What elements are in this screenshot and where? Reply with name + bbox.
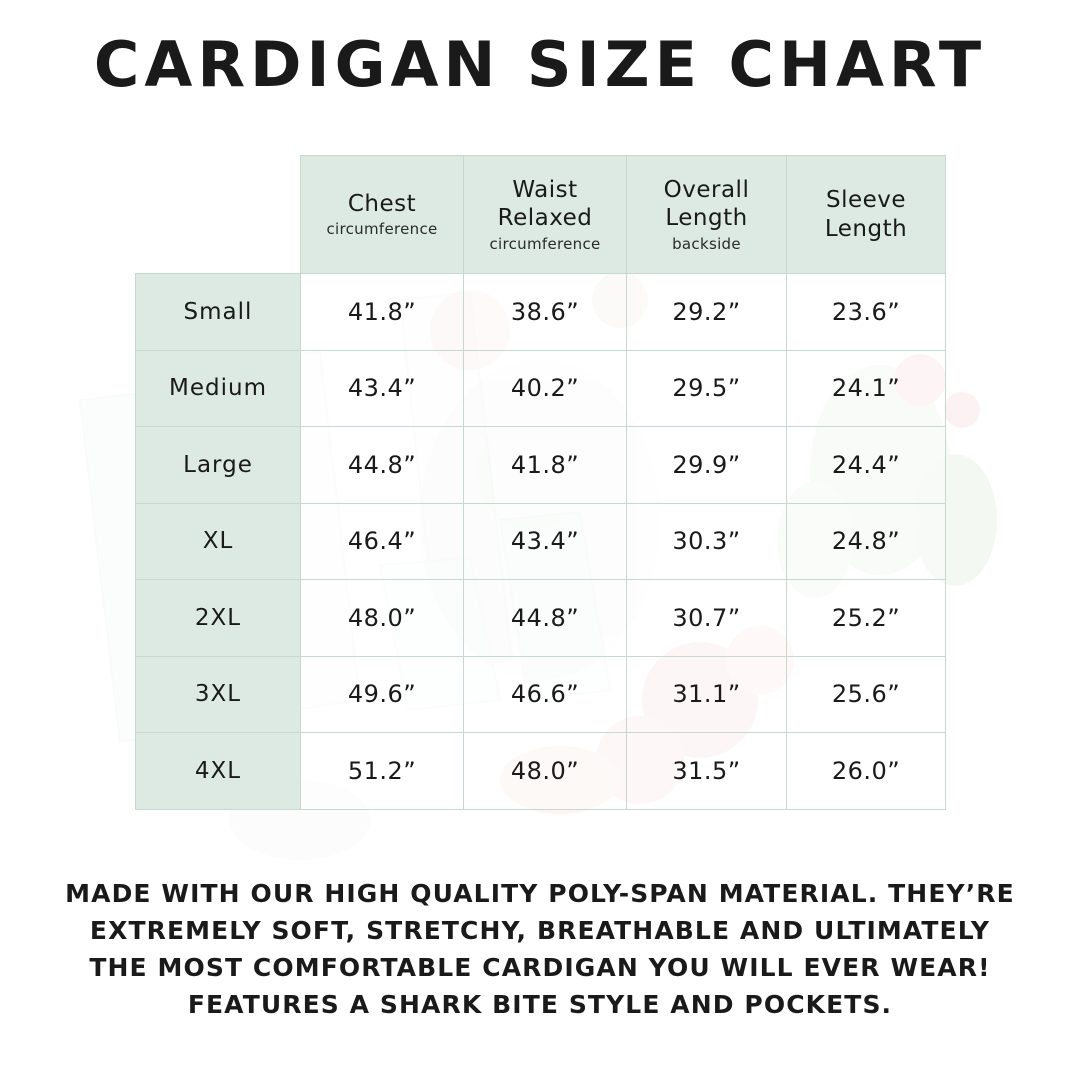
table-row <box>136 733 946 810</box>
material-note <box>0 875 1080 1023</box>
table-body <box>136 274 946 810</box>
cell-chest: 51.2” <box>301 733 464 810</box>
row-size-label: 4XL <box>136 733 301 810</box>
cell-chest: 41.8” <box>301 274 464 351</box>
header-waist-relaxed <box>464 156 627 274</box>
header-sleeve-length <box>787 156 946 274</box>
cell-length: 29.5” <box>627 350 787 427</box>
header-waist-sub: circumference <box>489 234 601 253</box>
header-sleeve-main: Sleeve Length <box>824 186 908 242</box>
header-chest <box>301 156 464 274</box>
header-overall-length <box>627 156 787 274</box>
row-size-label: 2XL <box>136 580 301 657</box>
cell-sleeve: 24.4” <box>787 427 946 504</box>
cell-length: 29.2” <box>627 274 787 351</box>
cell-sleeve: 24.8” <box>787 503 946 580</box>
table-row <box>136 350 946 427</box>
cell-waist: 40.2” <box>464 350 627 427</box>
cell-sleeve: 26.0” <box>787 733 946 810</box>
cell-chest: 46.4” <box>301 503 464 580</box>
cell-waist: 38.6” <box>464 274 627 351</box>
table-row <box>136 580 946 657</box>
table-row <box>136 427 946 504</box>
row-size-label: Small <box>136 274 301 351</box>
cell-length: 31.1” <box>627 656 787 733</box>
row-size-label: 3XL <box>136 656 301 733</box>
header-chest-sub: circumference <box>326 220 438 239</box>
cell-length: 31.5” <box>627 733 787 810</box>
material-note-line-1: MADE WITH OUR HIGH QUALITY POLY-SPAN MATERIAL. THEY’RE <box>65 879 1015 908</box>
size-chart-table <box>135 155 946 810</box>
row-size-label: Large <box>136 427 301 504</box>
cell-waist: 48.0” <box>464 733 627 810</box>
row-size-label: Medium <box>136 350 301 427</box>
header-corner-cell <box>136 156 301 274</box>
material-note-line-2: EXTREMELY SOFT, STRETCHY, BREATHABLE AND ULTIMATELY <box>89 916 991 945</box>
header-chest-main: Chest <box>347 190 417 217</box>
table-row <box>136 503 946 580</box>
cell-chest: 43.4” <box>301 350 464 427</box>
cell-waist: 41.8” <box>464 427 627 504</box>
cell-waist: 43.4” <box>464 503 627 580</box>
cell-waist: 44.8” <box>464 580 627 657</box>
cell-chest: 48.0” <box>301 580 464 657</box>
table-header <box>136 156 946 274</box>
cell-chest: 49.6” <box>301 656 464 733</box>
page-title: CARDIGAN SIZE CHART <box>93 28 987 101</box>
header-length-sub: backside <box>672 234 741 253</box>
cell-waist: 46.6” <box>464 656 627 733</box>
cell-length: 30.7” <box>627 580 787 657</box>
cell-length: 29.9” <box>627 427 787 504</box>
table-row <box>136 274 946 351</box>
material-note-line-4: FEATURES A SHARK BITE STYLE AND POCKETS. <box>187 990 893 1019</box>
cell-sleeve: 24.1” <box>787 350 946 427</box>
cell-sleeve: 23.6” <box>787 274 946 351</box>
material-note-line-3: THE MOST COMFORTABLE CARDIGAN YOU WILL EVER WEAR! <box>89 953 991 982</box>
row-size-label: XL <box>136 503 301 580</box>
cell-sleeve: 25.6” <box>787 656 946 733</box>
header-waist-main: Waist Relaxed <box>497 176 593 232</box>
header-row <box>136 156 946 274</box>
table-row <box>136 656 946 733</box>
cell-sleeve: 25.2” <box>787 580 946 657</box>
cell-chest: 44.8” <box>301 427 464 504</box>
size-chart-table-wrapper <box>135 155 945 810</box>
cell-length: 30.3” <box>627 503 787 580</box>
header-length-main: Overall Length <box>663 176 750 232</box>
